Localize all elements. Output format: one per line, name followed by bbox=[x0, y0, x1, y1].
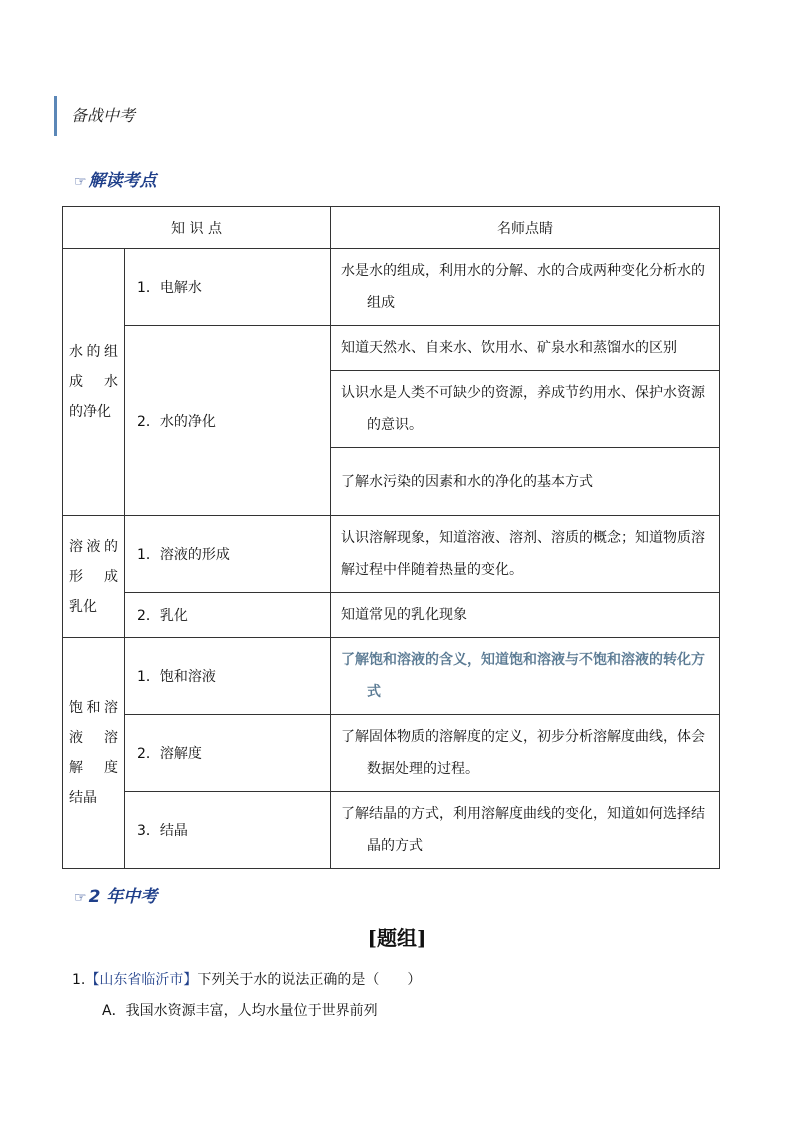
point-cell: 3．结晶 bbox=[125, 792, 331, 869]
point-cell: 2．乳化 bbox=[125, 593, 331, 638]
group-title: [题组] bbox=[367, 926, 427, 950]
hand-point-icon: ☞ bbox=[74, 890, 87, 906]
question-1 bbox=[72, 966, 421, 994]
knowledge-points-table bbox=[62, 206, 720, 869]
table-row bbox=[63, 792, 720, 869]
guide-cell: 水是水的组成，利用水的分解、水的合成两种变化分析水的 组成 bbox=[331, 249, 720, 326]
topic-cell bbox=[63, 638, 125, 869]
section-title: 2 年中考 bbox=[88, 887, 158, 907]
topic-line: 结晶 bbox=[69, 790, 97, 806]
question-text: 下列关于水的说法正确的是（ ） bbox=[197, 972, 422, 988]
topic-line: 水的组 bbox=[69, 344, 118, 360]
column-header-knowledge: 知 识 点 bbox=[63, 207, 331, 249]
point-cell: 1．溶液的形成 bbox=[125, 516, 331, 593]
guide-cell: 了解结晶的方式，利用溶解度曲线的变化，知道如何选择结 晶的方式 bbox=[331, 792, 720, 869]
table-row bbox=[63, 516, 720, 593]
topic-line: 的净化 bbox=[69, 404, 111, 420]
topic-line: 乳化 bbox=[69, 598, 97, 615]
topic-line: 形 成 bbox=[69, 568, 118, 585]
table-row bbox=[63, 715, 720, 792]
topic-cell bbox=[63, 516, 125, 638]
guide-cell: 认识水是人类不可缺少的资源，养成节约用水、保护水资源 的意识。 bbox=[331, 371, 720, 448]
hand-point-icon: ☞ bbox=[74, 174, 87, 190]
section-heading-exams bbox=[74, 882, 157, 907]
guide-cell: 了解饱和溶液的含义，知道饱和溶液与不饱和溶液的转化方 式 bbox=[331, 638, 720, 715]
guide-cell: 知道常见的乳化现象 bbox=[331, 593, 720, 638]
table-row bbox=[63, 593, 720, 638]
table-row bbox=[63, 249, 720, 326]
table-row bbox=[63, 638, 720, 715]
point-cell: 2．溶解度 bbox=[125, 715, 331, 792]
option-a: A．我国水资源丰富，人均水量位于世界前列 bbox=[102, 1003, 378, 1019]
table-header-row bbox=[63, 207, 720, 249]
point-cell: 1．电解水 bbox=[125, 249, 331, 326]
header-title: 备战中考 bbox=[71, 106, 136, 125]
point-cell: 1．饱和溶液 bbox=[125, 638, 331, 715]
topic-line: 解 度 bbox=[69, 760, 118, 776]
guide-cell: 了解固体物质的溶解度的定义，初步分析溶解度曲线，体会 数据处理的过程。 bbox=[331, 715, 720, 792]
column-header-guide: 名师点睛 bbox=[331, 207, 720, 249]
section-title: 解读考点 bbox=[88, 171, 157, 191]
point-cell: 2．水的净化 bbox=[125, 326, 331, 516]
section-heading-key-points bbox=[74, 166, 157, 191]
topic-cell bbox=[63, 249, 125, 516]
topic-line: 成 水 bbox=[69, 374, 118, 390]
topic-line: 溶液的 bbox=[69, 538, 118, 555]
table-row bbox=[63, 326, 720, 371]
page-header bbox=[54, 96, 135, 136]
guide-cell: 认识溶解现象，知道溶液、溶剂、溶质的概念；知道物质溶 解过程中伴随着热量的变化。 bbox=[331, 516, 720, 593]
guide-cell: 知道天然水、自来水、饮用水、矿泉水和蒸馏水的区别 bbox=[331, 326, 720, 371]
question-number: 1. bbox=[72, 972, 86, 988]
topic-line: 液 溶 bbox=[69, 730, 118, 746]
topic-line: 饱和溶 bbox=[69, 700, 118, 716]
question-source: 【山东省临沂市】 bbox=[85, 972, 198, 988]
guide-cell: 了解水污染的因素和水的净化的基本方式 bbox=[331, 448, 720, 516]
